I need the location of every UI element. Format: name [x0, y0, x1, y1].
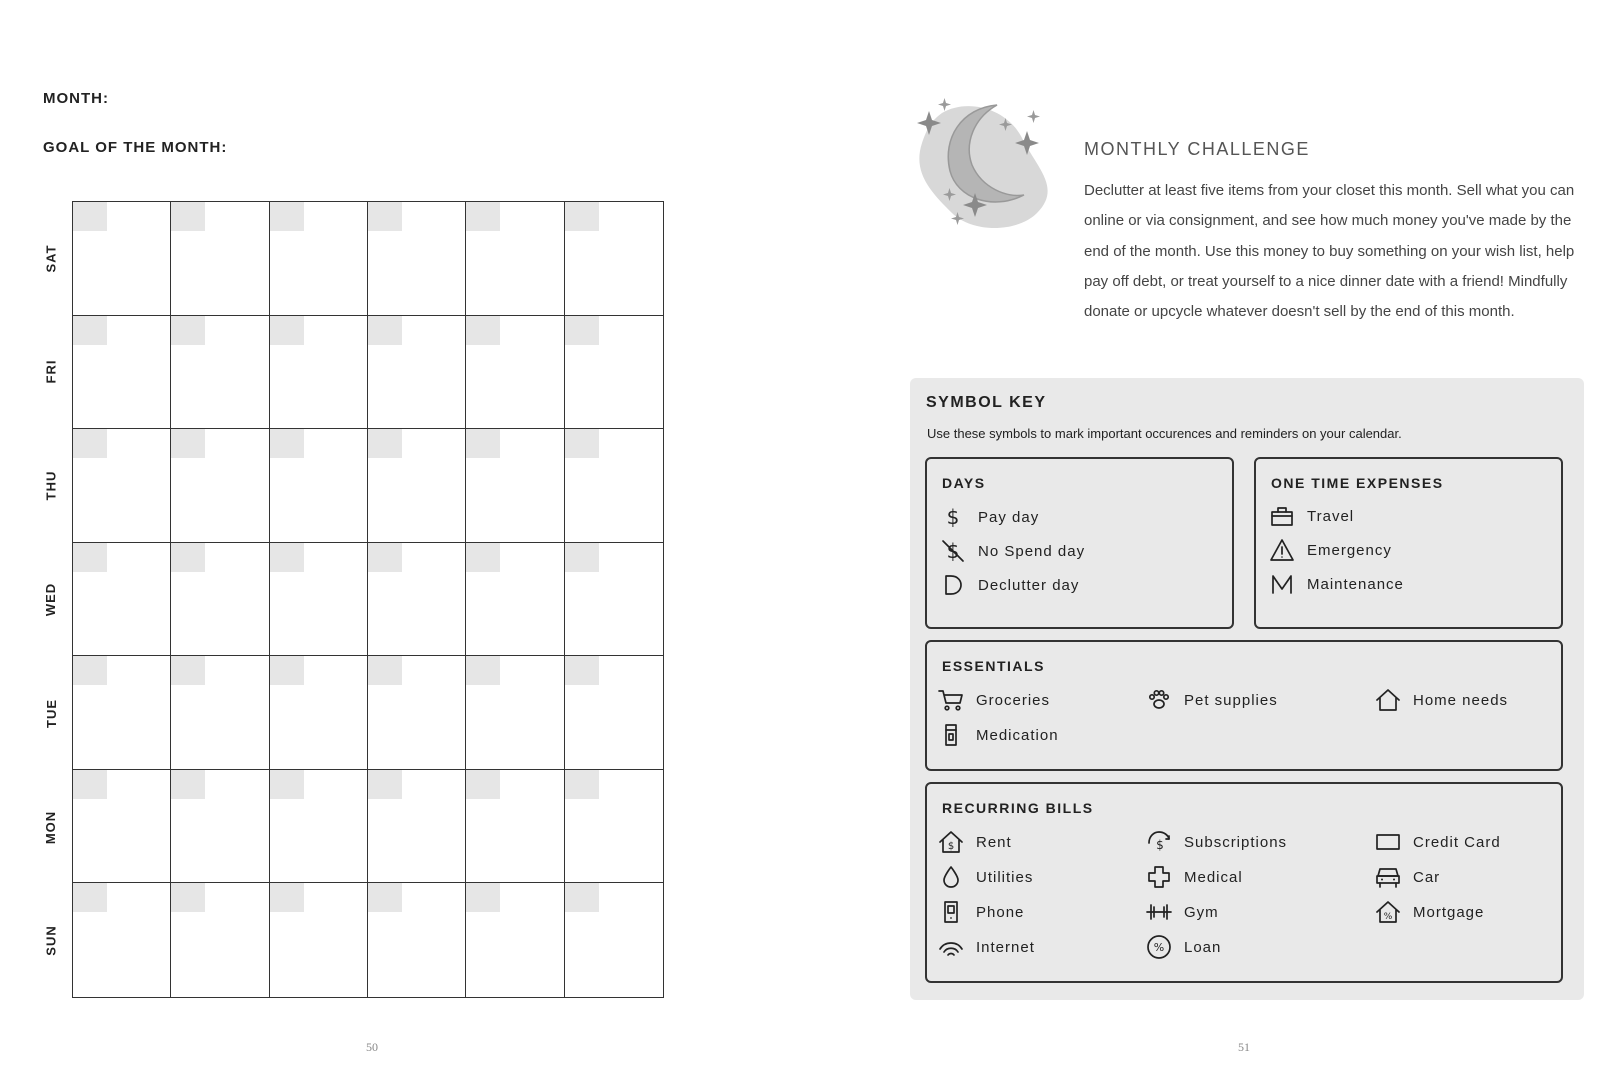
date-tab	[466, 770, 500, 799]
day-label-text: THU	[43, 470, 59, 501]
date-tab	[270, 883, 304, 912]
calendar-cell	[466, 202, 564, 316]
date-tab	[565, 316, 599, 345]
car-icon	[1374, 864, 1402, 890]
date-tab	[565, 543, 599, 572]
moon-stars-icon	[912, 93, 1062, 233]
symbol-key-item	[937, 687, 1050, 713]
symbol-key-item-label: Pay day	[978, 508, 1040, 526]
date-tab	[466, 656, 500, 685]
cart-icon	[937, 687, 965, 713]
date-tab	[565, 656, 599, 685]
date-tab	[368, 770, 402, 799]
calendar-cell	[73, 770, 171, 884]
day-label-text: SAT	[43, 243, 59, 273]
svg-text:%: %	[1383, 912, 1393, 922]
symbol-key-item	[1145, 899, 1219, 925]
date-tab	[565, 202, 599, 231]
symbol-key-item	[937, 722, 1059, 748]
drop-icon	[937, 864, 965, 890]
symbol-key-item	[1145, 934, 1221, 960]
date-tab	[466, 543, 500, 572]
day-label	[36, 770, 66, 884]
date-tab	[73, 316, 107, 345]
challenge-title: MONTHLY CHALLENGE	[1084, 139, 1310, 159]
symbol-key-item	[1374, 687, 1508, 713]
calendar-cell	[565, 656, 663, 770]
house-dollar-icon	[937, 829, 965, 855]
date-tab	[73, 883, 107, 912]
calendar-cell	[565, 316, 663, 430]
page-number-right: 51	[1238, 1040, 1250, 1054]
symbol-key-description: Use these symbols to mark important occurences and reminders on your calendar.	[927, 426, 1402, 441]
symbol-key-item-label: Pet supplies	[1184, 691, 1278, 709]
date-tab	[171, 429, 205, 458]
symbol-key-item	[1145, 687, 1278, 713]
symbol-key-item	[937, 899, 1024, 925]
symbol-key-item-label: Home needs	[1413, 691, 1509, 709]
symbol-key-item-label: Medication	[976, 726, 1059, 744]
symbol-key-item	[1374, 829, 1501, 855]
letter-d-icon	[939, 572, 967, 598]
paw-icon	[1145, 687, 1173, 713]
day-label	[36, 542, 66, 656]
date-tab	[73, 202, 107, 231]
svg-text:$: $	[947, 841, 955, 852]
calendar-cell	[368, 770, 466, 884]
calendar-cell	[270, 770, 368, 884]
symbol-key-item-label: Declutter day	[978, 576, 1080, 594]
day-label	[36, 315, 66, 429]
date-tab	[368, 543, 402, 572]
svg-text:$: $	[946, 539, 960, 563]
letter-m-icon	[1268, 571, 1296, 597]
calendar-cell	[171, 202, 269, 316]
calendar-grid	[72, 201, 664, 998]
calendar-cell	[466, 883, 564, 997]
date-tab	[368, 316, 402, 345]
date-tab	[171, 202, 205, 231]
days-title: DAYS	[942, 475, 986, 491]
calendar-cell	[171, 316, 269, 430]
recurring-bills-box	[925, 782, 1563, 983]
card-icon	[1374, 829, 1402, 855]
symbol-key-item-label: Gym	[1184, 903, 1219, 921]
symbol-key-title: SYMBOL KEY	[926, 394, 1047, 411]
symbol-key-item-label: Credit Card	[1413, 833, 1501, 851]
goal-label: GOAL OF THE MONTH:	[43, 139, 228, 156]
calendar-cell	[270, 543, 368, 657]
cross-icon	[1145, 864, 1173, 890]
symbol-key-item	[939, 572, 1079, 598]
symbol-key-item-label: Rent	[976, 833, 1012, 851]
symbol-key-item	[1145, 864, 1243, 890]
symbol-key-item-label: Mortgage	[1413, 903, 1485, 921]
symbol-key-item	[937, 829, 1012, 855]
calendar-cell	[73, 429, 171, 543]
calendar-cell	[565, 429, 663, 543]
calendar-cell	[73, 656, 171, 770]
symbol-key-item-label: Medical	[1184, 868, 1243, 886]
date-tab	[270, 543, 304, 572]
symbol-key-item	[1374, 864, 1440, 890]
symbol-key-item	[1268, 571, 1404, 597]
date-tab	[368, 202, 402, 231]
calendar-cell	[466, 543, 564, 657]
one-time-expenses-title: ONE TIME EXPENSES	[1271, 475, 1444, 491]
house-icon	[1374, 687, 1402, 713]
date-tab	[270, 202, 304, 231]
calendar-cell	[73, 316, 171, 430]
calendar-cell	[270, 429, 368, 543]
symbol-key-item-label: Car	[1413, 868, 1441, 886]
symbol-key-item-label: Subscriptions	[1184, 833, 1288, 851]
date-tab	[171, 543, 205, 572]
symbol-key-item	[1268, 503, 1354, 529]
svg-text:%: %	[1153, 941, 1165, 954]
calendar-cell	[368, 543, 466, 657]
calendar-cell	[270, 883, 368, 997]
date-tab	[171, 883, 205, 912]
day-label	[36, 884, 66, 998]
calendar-cell	[368, 316, 466, 430]
calendar-cell	[368, 656, 466, 770]
day-label-text: MON	[43, 810, 59, 844]
challenge-text: Declutter at least five items from your closet this month. Sell what you can online or via consignment, and see how much money you've made by the end of the month. Use this money to buy something on your wish list, help pay off debt, or treat yourself to a nice dinner date with a friend! Mindfully donate or upcycle whatever doesn't sell by the end of this month.	[1084, 182, 1575, 321]
calendar-cell	[270, 202, 368, 316]
no-dollar-icon	[939, 538, 967, 564]
date-tab	[270, 316, 304, 345]
recurring-dollar-icon	[1145, 829, 1173, 855]
calendar-cell	[565, 543, 663, 657]
calendar-cell	[466, 656, 564, 770]
date-tab	[171, 316, 205, 345]
day-label-text: SUN	[43, 925, 59, 957]
date-tab	[466, 316, 500, 345]
symbol-key-item-label: Utilities	[976, 868, 1034, 886]
calendar-cell	[73, 883, 171, 997]
day-label-text: FRI	[43, 359, 59, 384]
date-tab	[368, 883, 402, 912]
symbol-key-item	[939, 538, 1085, 564]
date-tab	[466, 429, 500, 458]
date-tab	[368, 429, 402, 458]
date-tab	[73, 543, 107, 572]
date-tab	[565, 429, 599, 458]
calendar-cell	[171, 656, 269, 770]
calendar-cell	[466, 770, 564, 884]
date-tab	[466, 883, 500, 912]
day-label-text: TUE	[43, 698, 59, 728]
symbol-key-item-label: Internet	[976, 938, 1035, 956]
date-tab	[73, 656, 107, 685]
calendar-cell	[270, 316, 368, 430]
calendar-cell	[368, 202, 466, 316]
symbol-key-item-label: Travel	[1307, 507, 1355, 525]
symbol-key-item	[939, 504, 1039, 530]
days-box	[925, 457, 1234, 629]
calendar-cell	[466, 316, 564, 430]
symbol-key-item	[937, 864, 1033, 890]
symbol-key-item	[1145, 829, 1287, 855]
essentials-box	[925, 640, 1563, 771]
phone-icon	[937, 899, 965, 925]
pill-bottle-icon	[937, 722, 965, 748]
calendar-cell	[171, 883, 269, 997]
calendar-cell	[171, 543, 269, 657]
essentials-title: ESSENTIALS	[942, 658, 1045, 674]
symbol-key-item-label: Groceries	[976, 691, 1051, 709]
calendar-cell	[565, 770, 663, 884]
date-tab	[73, 429, 107, 458]
house-percent-icon	[1374, 899, 1402, 925]
calendar-cell	[73, 543, 171, 657]
date-tab	[466, 202, 500, 231]
symbol-key-item	[937, 934, 1035, 960]
calendar-cell	[565, 202, 663, 316]
calendar-cell	[171, 770, 269, 884]
date-tab	[565, 770, 599, 799]
dumbbell-icon	[1145, 899, 1173, 925]
suitcase-icon	[1268, 503, 1296, 529]
svg-text:$: $	[946, 505, 960, 529]
wifi-icon	[937, 934, 965, 960]
warning-triangle-icon	[1268, 537, 1296, 563]
date-tab	[171, 770, 205, 799]
symbol-key-item-label: Maintenance	[1307, 575, 1404, 593]
calendar-cell	[565, 883, 663, 997]
day-label	[36, 201, 66, 315]
date-tab	[270, 770, 304, 799]
symbol-key-item-label: Loan	[1184, 938, 1222, 956]
symbol-key-item-label: Phone	[976, 903, 1025, 921]
calendar-cell	[171, 429, 269, 543]
date-tab	[270, 429, 304, 458]
symbol-key-item	[1374, 899, 1484, 925]
calendar-cell	[368, 429, 466, 543]
symbol-key-item-label: No Spend day	[978, 542, 1086, 560]
symbol-key-item	[1268, 537, 1392, 563]
percent-circle-icon	[1145, 934, 1173, 960]
date-tab	[368, 656, 402, 685]
day-label	[36, 656, 66, 770]
calendar-cell	[368, 883, 466, 997]
symbol-key-item-label: Emergency	[1307, 541, 1392, 559]
page-number-left: 50	[366, 1040, 378, 1054]
month-label: MONTH:	[43, 90, 109, 107]
one-time-expenses-box	[1254, 457, 1563, 629]
day-label	[36, 429, 66, 543]
calendar-cell	[466, 429, 564, 543]
calendar-cell	[73, 202, 171, 316]
day-label-text: WED	[43, 582, 59, 617]
date-tab	[565, 883, 599, 912]
svg-text:$: $	[1156, 838, 1164, 852]
calendar-cell	[270, 656, 368, 770]
dollar-icon	[939, 504, 967, 530]
date-tab	[171, 656, 205, 685]
date-tab	[270, 656, 304, 685]
date-tab	[73, 770, 107, 799]
symbol-key-panel	[910, 378, 1584, 1000]
recurring-bills-title: RECURRING BILLS	[942, 800, 1094, 816]
